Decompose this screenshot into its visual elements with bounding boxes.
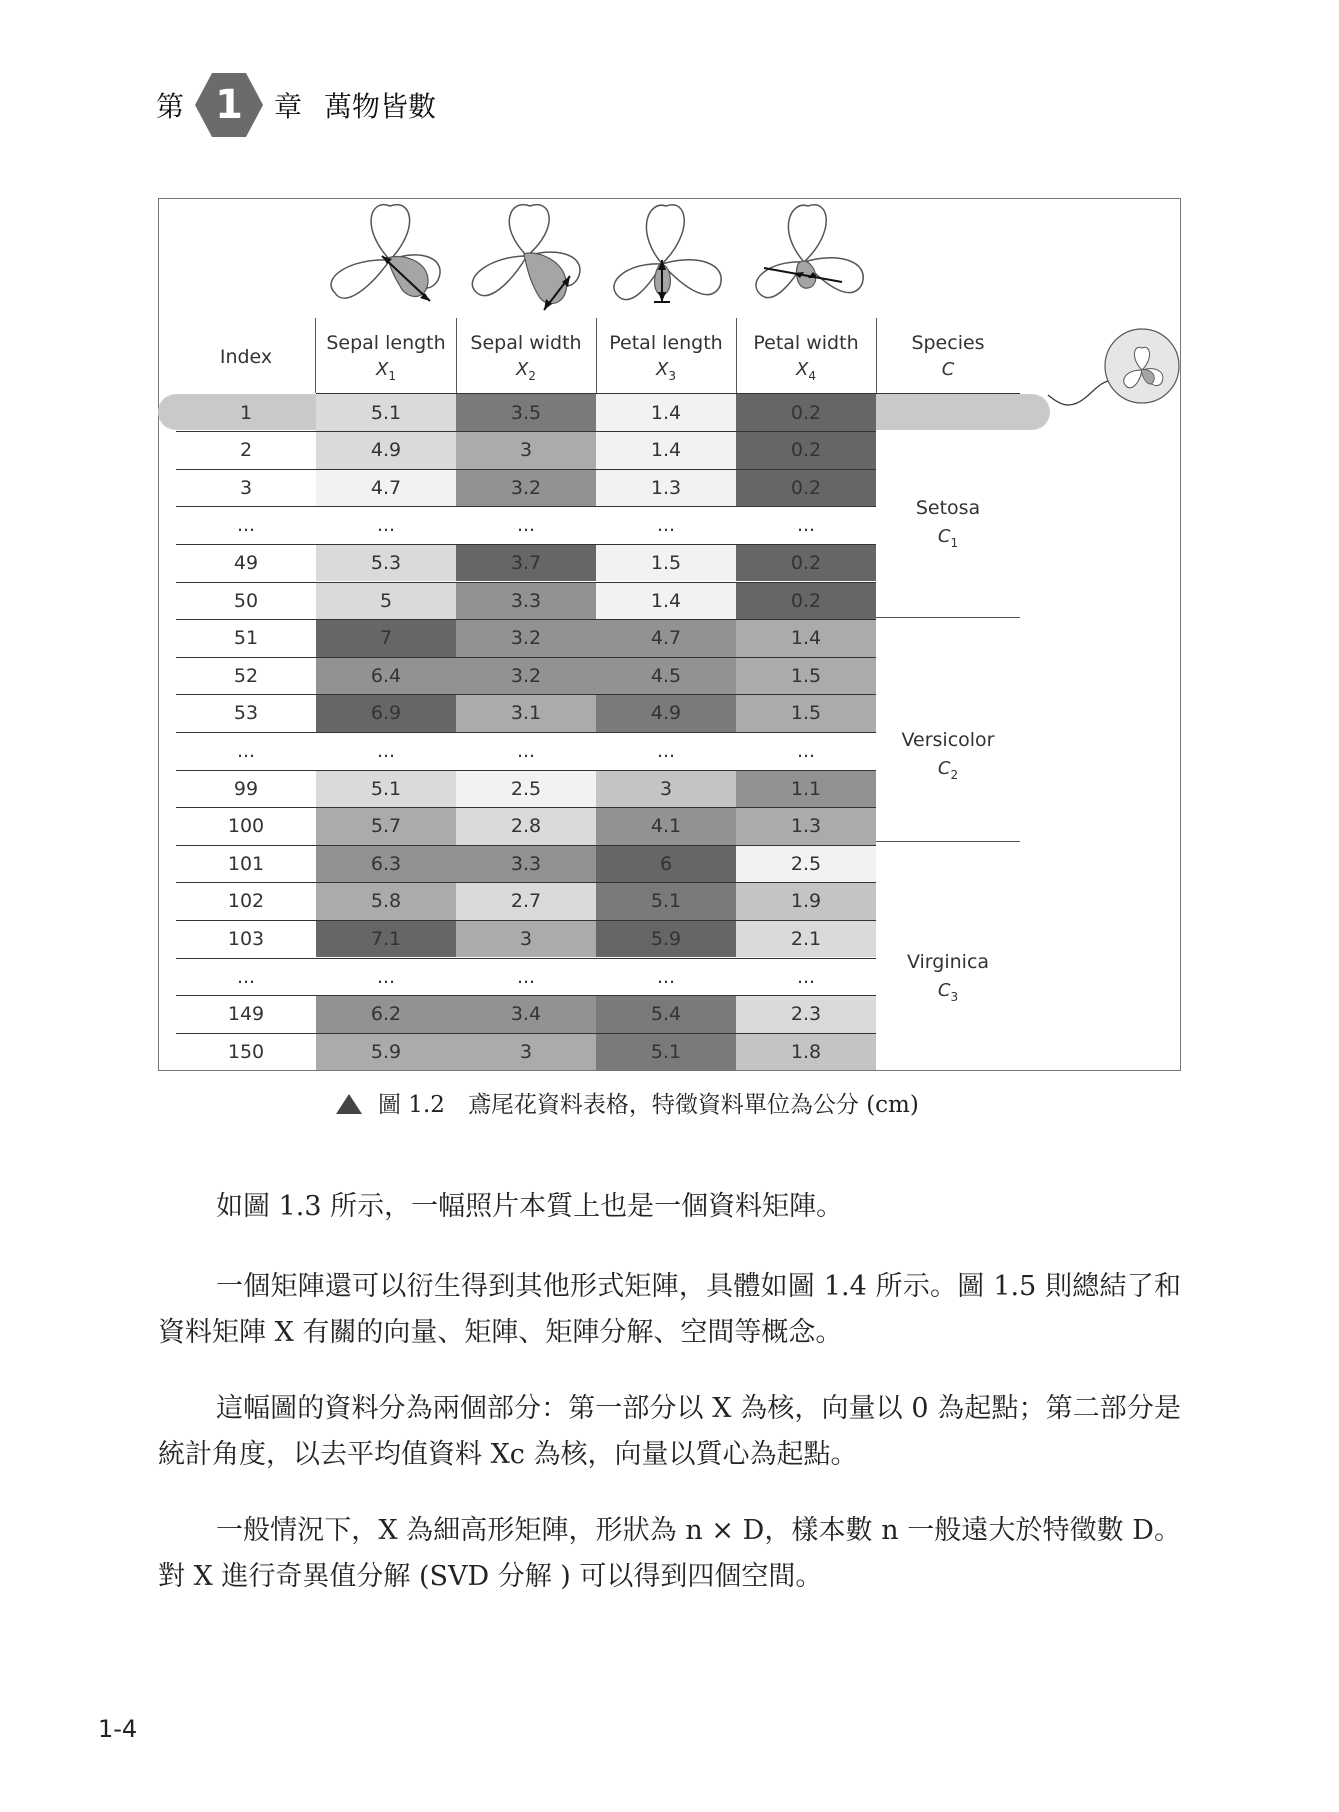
header-label: Sepal length: [326, 332, 446, 354]
page-number: 1-4: [98, 1715, 138, 1743]
iris-sepal-length-icon: [320, 198, 450, 318]
value-cell: 4.9: [596, 695, 736, 732]
header-label: Sepal width: [470, 332, 582, 354]
value-cell: 2.5: [456, 770, 596, 807]
paragraph-1: 如圖 1.3 所示，一幅照片本質上也是一個資料矩陣。: [216, 1191, 844, 1222]
value-cell: 5: [316, 582, 456, 619]
value-cell: ...: [316, 507, 456, 544]
chapter-header: [156, 70, 436, 140]
value-cell: 0.2: [736, 469, 876, 506]
value-cell: 2.3: [736, 996, 876, 1033]
value-cell: 1.5: [596, 544, 736, 581]
paragraph-2: 一個矩陣還可以衍生得到其他形式矩陣，具體如圖 1.4 所示。圖 1.5 則總結了和資料矩陣 X 有關的向量、矩陣、矩陣分解、空間等概念。: [158, 1271, 1181, 1348]
iris-petal-length-icon: [604, 198, 734, 318]
species-separator: [876, 841, 1020, 842]
value-cell: 3.2: [456, 620, 596, 657]
paragraph-3: 這幅圖的資料分為兩個部分：第一部分以 X 為核，向量以 0 為起點；第二部分是統計角度，以去平均值資料 Xc 為核，向量以質心為起點。: [158, 1393, 1181, 1470]
value-cell: 1.1: [736, 770, 876, 807]
species-virginica: [876, 948, 1020, 1011]
row-rule: [176, 506, 876, 507]
header-label: Species: [911, 332, 985, 354]
index-cell: 52: [233, 664, 259, 687]
header-sepal-length: [316, 330, 456, 389]
species-name: Setosa: [915, 497, 981, 519]
value-cell: 1.4: [596, 394, 736, 431]
value-cell: 3: [596, 770, 736, 807]
header-subscript: 1: [388, 368, 396, 383]
species-name: Versicolor: [901, 729, 995, 751]
value-cell: ...: [736, 732, 876, 769]
value-cell: 3.7: [456, 544, 596, 581]
row-rule: [176, 657, 876, 658]
index-cell: ...: [236, 739, 256, 762]
species-symbol: C: [937, 980, 951, 1001]
header-petal-width: [736, 330, 876, 389]
value-cell: ...: [596, 958, 736, 995]
value-cell: 2.7: [456, 883, 596, 920]
header-subscript: 4: [808, 368, 816, 383]
value-cell: 0.2: [736, 432, 876, 469]
value-cell: 5.8: [316, 883, 456, 920]
value-cell: 1.8: [736, 1033, 876, 1070]
row-rule: [176, 995, 876, 996]
value-cell: 5.1: [596, 883, 736, 920]
paragraph-4: 一般情況下，X 為細高形矩陣，形狀為 n × D，樣本數 n 一般遠大於特徵數 D。對 X 進行奇異值分解 (SVD 分解 ) 可以得到四個空間。: [158, 1515, 1181, 1592]
header-symbol: C: [941, 359, 955, 380]
index-cell: 53: [233, 702, 259, 725]
index-cell: ...: [236, 965, 256, 988]
index-cell: 1: [239, 401, 253, 424]
header-divider: [736, 318, 737, 393]
index-cell: 102: [227, 890, 265, 913]
iris-sepal-width-icon: [462, 198, 592, 318]
row-rule: [176, 845, 876, 846]
value-cell: 4.1: [596, 808, 736, 845]
species-subscript: 1: [950, 535, 959, 550]
header-sepal-width: [456, 330, 596, 389]
value-cell: 6.2: [316, 996, 456, 1033]
value-cell: 4.7: [316, 469, 456, 506]
value-cell: 3.5: [456, 394, 596, 431]
row-rule: [176, 619, 876, 620]
index-cell: 50: [233, 589, 259, 612]
header-species: [876, 330, 1020, 383]
species-symbol: C: [937, 526, 951, 547]
value-cell: 1.4: [596, 432, 736, 469]
value-cell: ...: [736, 507, 876, 544]
value-cell: ...: [596, 507, 736, 544]
index-cell: 101: [227, 852, 265, 875]
value-cell: 1.3: [736, 808, 876, 845]
value-cell: 6.3: [316, 845, 456, 882]
species-separator: [876, 617, 1020, 618]
index-cell: 51: [233, 627, 259, 650]
index-cell: 2: [239, 439, 253, 462]
row-rule: [176, 920, 876, 921]
value-cell: 3: [456, 1033, 596, 1070]
value-cell: 5.3: [316, 544, 456, 581]
value-cell: 3.3: [456, 845, 596, 882]
header-subscript: 3: [668, 368, 676, 383]
chapter-prefix: 第: [156, 90, 185, 123]
value-cell: 3: [456, 920, 596, 957]
value-cell: 2.1: [736, 920, 876, 957]
value-cell: 2.8: [456, 808, 596, 845]
value-cell: ...: [596, 732, 736, 769]
value-cell: ...: [736, 958, 876, 995]
value-cell: 1.9: [736, 883, 876, 920]
value-cell: 5.1: [316, 394, 456, 431]
value-cell: 3.2: [456, 657, 596, 694]
species-subscript: 2: [950, 767, 959, 782]
value-cell: 4.9: [316, 432, 456, 469]
header-symbol: X: [376, 359, 389, 380]
figure-caption: [336, 1086, 919, 1119]
value-cell: 1.5: [736, 695, 876, 732]
value-cell: 3.3: [456, 582, 596, 619]
header-divider: [596, 318, 597, 393]
index-cell: 149: [227, 1003, 265, 1026]
header-label: Petal width: [753, 332, 859, 354]
value-cell: 5.1: [316, 770, 456, 807]
row-rule: [176, 807, 876, 808]
index-cell: 3: [239, 476, 253, 499]
value-cell: 4.5: [596, 657, 736, 694]
value-cell: 5.9: [316, 1033, 456, 1070]
row-rule: [176, 958, 876, 959]
value-cell: 1.3: [596, 469, 736, 506]
value-cell: 4.7: [596, 620, 736, 657]
row-rule: [176, 882, 876, 883]
species-versicolor: [876, 726, 1020, 789]
header-label: Petal length: [609, 332, 723, 354]
row-rule: [176, 732, 876, 733]
row-rule: [176, 469, 876, 470]
value-cell: 0.2: [736, 394, 876, 431]
value-cell: 3.1: [456, 695, 596, 732]
species-subscript: 3: [950, 989, 959, 1004]
header-symbol: X: [656, 359, 669, 380]
value-cell: 1.4: [736, 620, 876, 657]
index-cell: 49: [233, 551, 259, 574]
value-cell: 5.9: [596, 920, 736, 957]
header-symbol: X: [516, 359, 529, 380]
triangle-icon: [336, 1094, 362, 1114]
value-cell: 3.4: [456, 996, 596, 1033]
header-symbol: X: [796, 359, 809, 380]
value-cell: ...: [456, 507, 596, 544]
value-cell: 5.1: [596, 1033, 736, 1070]
iris-petal-width-icon: [746, 198, 876, 318]
header-subscript: 2: [528, 368, 536, 383]
row-rule: [176, 694, 876, 695]
value-cell: 6.4: [316, 657, 456, 694]
species-symbol: C: [937, 758, 951, 779]
value-cell: 0.2: [736, 582, 876, 619]
sample-flower-icon: [1040, 320, 1180, 430]
value-cell: 6: [596, 845, 736, 882]
value-cell: 6.9: [316, 695, 456, 732]
chapter-suffix: 章: [274, 90, 303, 123]
index-cell: 103: [227, 927, 265, 950]
header-divider: [456, 318, 457, 393]
value-cell: 5.7: [316, 808, 456, 845]
chapter-number: 1: [215, 82, 243, 128]
index-cell: 150: [227, 1040, 265, 1063]
value-cell: 3.2: [456, 469, 596, 506]
value-cell: 0.2: [736, 544, 876, 581]
chapter-title: 萬物皆數: [324, 90, 437, 123]
header-petal-length: [596, 330, 736, 389]
species-name: Virginica: [906, 951, 990, 973]
header-divider: [876, 318, 877, 393]
index-cell: 99: [233, 777, 259, 800]
value-cell: 3: [456, 432, 596, 469]
row-rule: [176, 1033, 876, 1034]
index-cell: ...: [236, 514, 256, 537]
value-cell: 7.1: [316, 920, 456, 957]
index-header: Index: [219, 346, 273, 368]
header-divider: [315, 318, 316, 393]
value-cell: ...: [456, 732, 596, 769]
chapter-badge: [194, 70, 264, 140]
value-cell: ...: [316, 958, 456, 995]
value-cell: 1.4: [596, 582, 736, 619]
caption-text: 圖 1.2 鳶尾花資料表格，特徵資料單位為公分 (cm): [378, 1092, 919, 1118]
row-rule: [176, 544, 876, 545]
value-cell: 2.5: [736, 845, 876, 882]
species-setosa: [876, 494, 1020, 557]
row-rule: [176, 431, 876, 432]
row-rule: [176, 582, 876, 583]
value-cell: ...: [316, 732, 456, 769]
value-cell: 1.5: [736, 657, 876, 694]
row-rule: [176, 770, 876, 771]
index-cell: 100: [227, 815, 265, 838]
value-cell: 7: [316, 620, 456, 657]
value-cell: 5.4: [596, 996, 736, 1033]
value-cell: ...: [456, 958, 596, 995]
